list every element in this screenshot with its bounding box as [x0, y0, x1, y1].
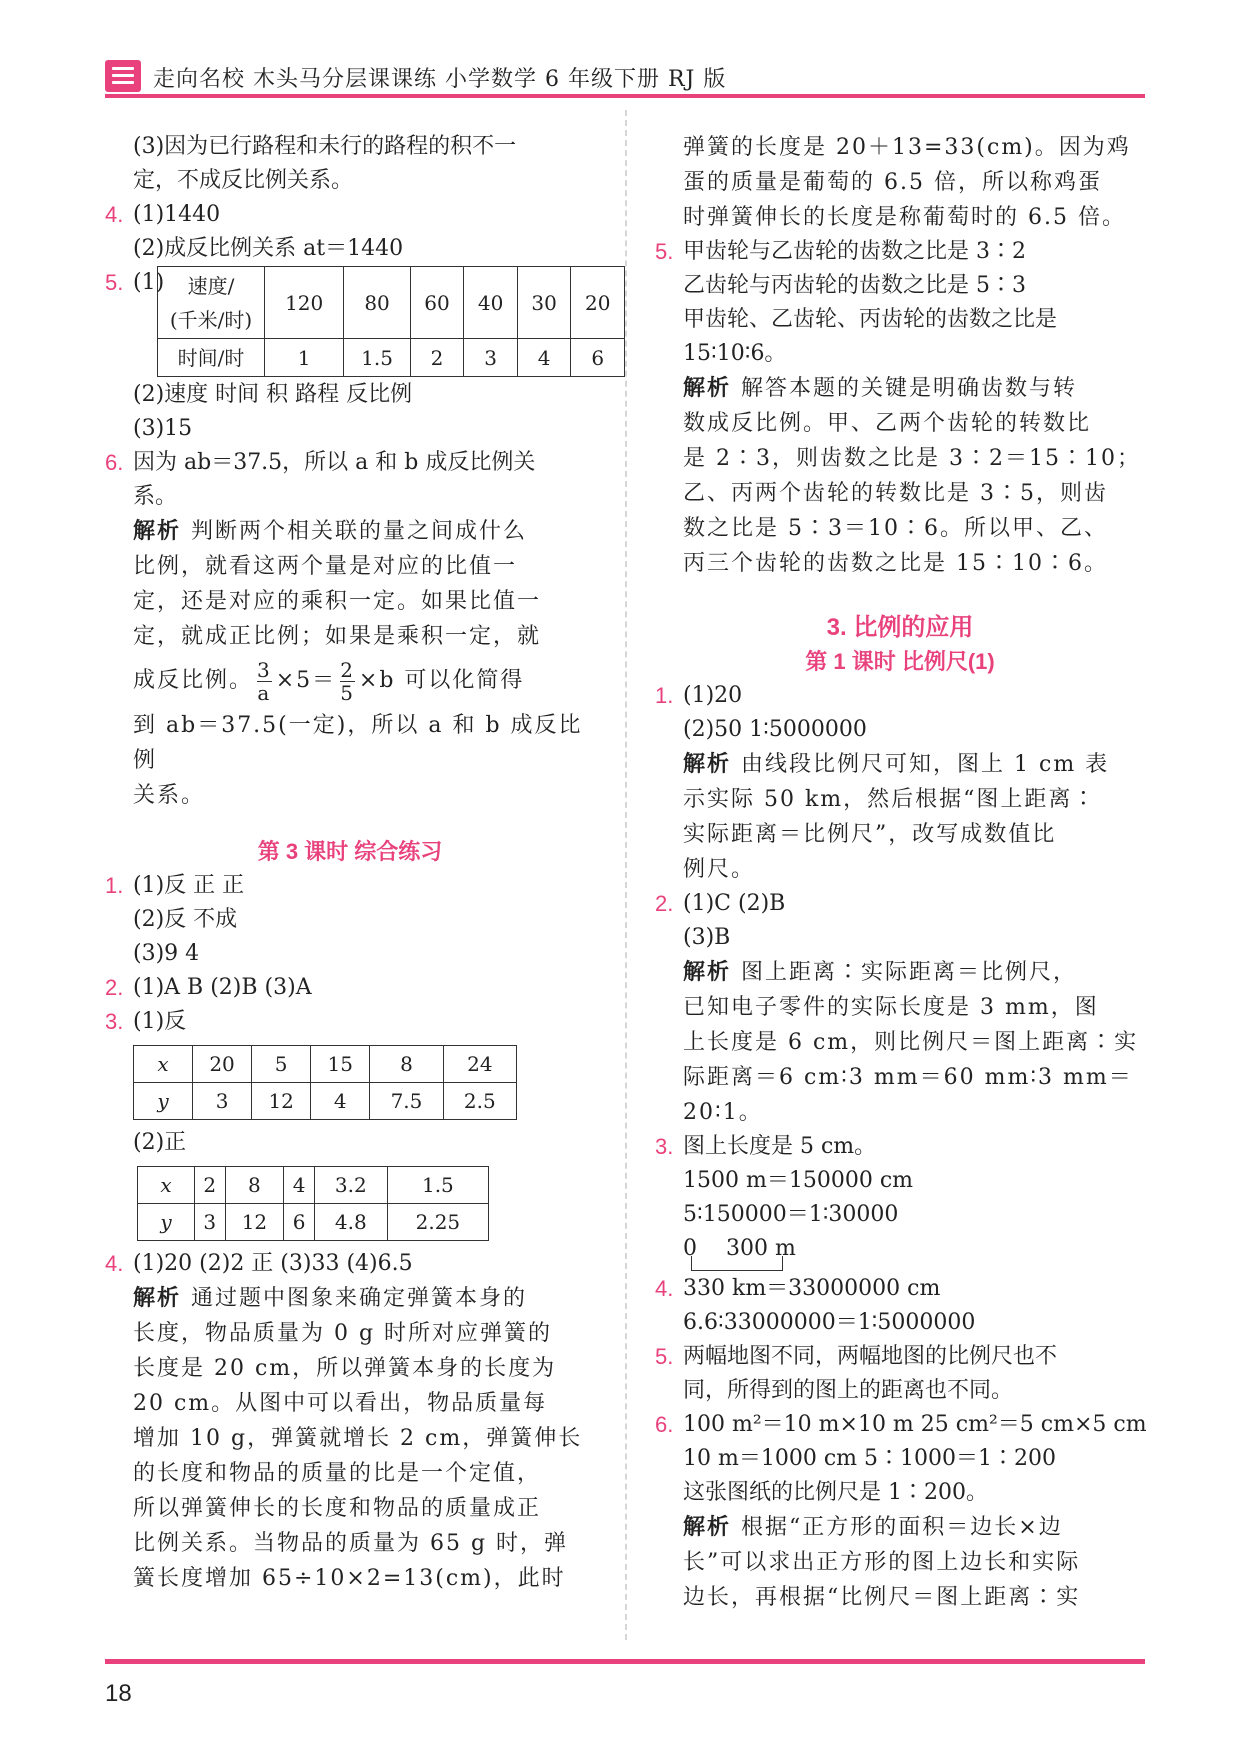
analysis-paragraph: 解析 通过题中图象来确定弹簧本身的 长度，物品质量为 0 g 时所对应弹簧的 长度是 20 cm，所以弹簧本身的长度为 20 cm。从图中可以看出，物品质量每 增加 10 g，弹簧就增长 2 cm，弹簧伸长 的长度和物品的质量的比是一个定值， 所以弹簧伸长的长度和物品的质量成正 比例关系。当物品的质量为 65 g 时，弹 簧长度增加 65÷10×2=13(cm)，此时	[133, 1285, 583, 1591]
table-cell: 24	[443, 1046, 516, 1083]
table-cell: 12	[252, 1083, 311, 1120]
scale-bar-line	[691, 1256, 783, 1271]
table-header-cell: 时间/时	[158, 339, 265, 377]
answer-text: 5∶150000＝1∶30000	[683, 1202, 899, 1227]
scale-bar-figure	[655, 1232, 1145, 1272]
table-cell: 60	[410, 267, 464, 339]
answer-text: (2)50 1∶5000000	[683, 717, 867, 742]
table-header-cell: 速度/ (千米/时)	[158, 267, 265, 339]
table-cell: 1	[265, 339, 344, 377]
question-6: 6. 100 m²＝10 m×10 m 25 cm²＝5 cm×5 cm	[655, 1408, 1145, 1442]
analysis-paragraph: 解析 解答本题的关键是明确齿数与转 数成反比例。甲、乙两个齿轮的转数比 是 2∶3，则齿数之比是 3∶2＝15∶10； 乙、丙两个齿轮的转数比是 3∶5，则齿 数之比是 5∶3＝10∶6。所以甲、乙、 丙三个齿轮的齿数之比是 15∶10∶6。	[683, 375, 1141, 576]
question-number: 1.	[105, 873, 124, 898]
table-cell: 3	[464, 339, 518, 377]
analysis-label: 解析	[133, 518, 182, 544]
question-number: 4.	[105, 202, 124, 227]
question-number: 5.	[655, 239, 674, 264]
question-number: 1.	[655, 683, 674, 708]
table-cell: 40	[464, 267, 518, 339]
question-5: 5. 两幅地图不同，两幅地图的比例尺也不	[655, 1340, 1145, 1374]
table-cell: y	[138, 1204, 195, 1241]
table-cell: 1.5	[387, 1167, 488, 1204]
fraction: $\frac{3}{a}$	[257, 657, 272, 705]
answer-text: (3)15	[133, 416, 193, 441]
question-number: 6.	[105, 450, 124, 475]
answer-text: (1)1440	[133, 202, 221, 227]
question-number: 4.	[655, 1276, 674, 1301]
answer-text: 10 m＝1000 cm 5∶1000＝1∶200	[683, 1446, 1056, 1471]
analysis-label: 解析	[133, 1285, 182, 1311]
continued-paragraph: 弹簧的长度是 20＋13=33(cm)。因为鸡 蛋的质量是葡萄的 6.5 倍，所以称鸡蛋 时弹簧伸长的长度是称葡萄时的 6.5 倍。	[683, 135, 1131, 230]
speed-time-table	[157, 266, 625, 377]
table-cell: 8	[370, 1046, 443, 1083]
book-icon	[105, 60, 141, 92]
table-cell: 20	[193, 1046, 252, 1083]
fraction: $\frac{2}{5}$	[340, 657, 355, 705]
table-cell: 3	[193, 1083, 252, 1120]
question-4: 4. (1)20 (2)2 正 (3)33 (4)6.5	[105, 1247, 595, 1281]
answer-text: (2)反 不成	[133, 907, 238, 932]
table-cell: 6	[284, 1204, 315, 1241]
question-number: 5.	[105, 270, 124, 295]
header-title: 走向名校 木头马分层课课练 小学数学 6 年级下册 RJ 版	[153, 67, 727, 92]
page-number: 18	[105, 1680, 132, 1707]
table-cell: y	[134, 1083, 193, 1120]
section-title: 3. 比例的应用	[826, 614, 974, 641]
question-4: 4. 330 km＝33000000 cm	[655, 1272, 1145, 1306]
analysis-label: 解析	[683, 751, 732, 777]
xy-table-inverse	[133, 1045, 517, 1120]
page-header	[105, 58, 1145, 98]
table-cell: 3	[195, 1204, 226, 1241]
analysis-paragraph: 解析 图上距离∶实际距离＝比例尺， 已知电子零件的实际长度是 3 mm，图 上长度是 6 cm，则比例尺＝图上距离∶实 际距离＝6 cm∶3 mm＝60 mm∶3 mm＝ 20∶1。	[683, 959, 1139, 1125]
question-1: 1. (1)20	[655, 679, 1145, 713]
answer-text: 1500 m＝150000 cm	[683, 1168, 914, 1193]
question-4	[105, 198, 595, 232]
xy-table-direct	[137, 1166, 489, 1241]
answer-text: (3)9 4	[133, 941, 200, 966]
table-cell: 2.5	[443, 1083, 516, 1120]
question-3: 3. (1)反	[105, 1005, 595, 1039]
answer-text: (2)成反比例关系 at＝1440	[133, 236, 404, 261]
question-number: 3.	[655, 1134, 674, 1159]
text-line: (3)因为已行路程和未行的路程的积不一	[133, 134, 517, 159]
question-6	[105, 446, 595, 480]
analysis-paragraph: 解析 判断两个相关联的量之间成什么 比例，就看这两个量是对应的比值一 定，还是对应的乘积一定。如果比值一 定，就成正比例；如果是乘积一定，就 成反比例。 $\frac{3}{a}$ ×5＝ $\frac{2}{5}$ ×b 可以化简得 到 ab＝37.5(一定)，所以 a 和 b 成反比例 关系。	[133, 518, 583, 808]
answer-text: 因为 ab＝37.5，所以 a 和 b 成反比例关	[133, 450, 536, 475]
question-number: 5.	[655, 1344, 674, 1369]
question-3: 3. 图上长度是 5 cm。	[655, 1130, 1145, 1164]
table-cell: 4.8	[314, 1204, 387, 1241]
table-cell: 4	[517, 339, 571, 377]
analysis-label: 解析	[683, 959, 732, 985]
question-number: 6.	[655, 1412, 674, 1437]
question-number: 2.	[105, 975, 124, 1000]
question-1: 1. (1)反 正 正	[105, 869, 595, 903]
question-number: 4.	[105, 1251, 124, 1276]
question-2: 2. (1)C (2)B	[655, 887, 1145, 921]
question-number: 2.	[655, 891, 674, 916]
answer-text: (3)B	[683, 925, 731, 950]
question-5	[105, 266, 611, 378]
table-cell: 12	[225, 1204, 284, 1241]
table-cell: 5	[252, 1046, 311, 1083]
question-2: 2. (1)A B (2)B (3)A	[105, 971, 595, 1005]
scale-bar-label: 300 m	[726, 1236, 796, 1261]
scale-bar-zero: 0	[683, 1236, 697, 1261]
answer-text: 同，所得到的图上的距离也不同。	[683, 1378, 1014, 1403]
table-cell: 4	[311, 1083, 370, 1120]
answer-text: 15∶10∶6。	[683, 341, 787, 366]
section-title: 第 3 课时 综合练习	[257, 839, 443, 864]
column-divider	[625, 110, 627, 1640]
analysis-label: 解析	[683, 1514, 732, 1540]
table-cell: x	[138, 1167, 195, 1204]
table-cell: x	[134, 1046, 193, 1083]
table-cell: 30	[517, 267, 571, 339]
analysis-paragraph: 解析 根据“正方形的面积＝边长×边 长”可以求出正方形的图上边长和实际 边长，再根据“比例尺＝图上距离∶实	[683, 1514, 1081, 1610]
footer-rule	[105, 1659, 1145, 1664]
answer-text: 乙齿轮与丙齿轮的齿数之比是 5∶3	[683, 273, 1026, 298]
table-cell: 1.5	[344, 339, 410, 377]
left-column	[105, 130, 611, 1596]
answer-text: 这张图纸的比例尺是 1∶200。	[683, 1480, 988, 1505]
table-cell: 6	[571, 339, 625, 377]
table-cell: 2	[410, 339, 464, 377]
question-number: 3.	[105, 1009, 124, 1034]
table-cell: 80	[344, 267, 410, 339]
table-cell: 20	[571, 267, 625, 339]
table-cell: 7.5	[370, 1083, 443, 1120]
table-cell: 3.2	[314, 1167, 387, 1204]
table-cell: 4	[284, 1167, 315, 1204]
answer-text: 6.6∶33000000＝1∶5000000	[683, 1310, 976, 1335]
answer-text: 甲齿轮、乙齿轮、丙齿轮的齿数之比是	[683, 307, 1058, 332]
analysis-label: 解析	[683, 375, 732, 401]
answer-text: (1)	[133, 270, 165, 295]
table-cell: 120	[265, 267, 344, 339]
answer-text: (2)正	[133, 1130, 187, 1155]
table-cell: 8	[225, 1167, 284, 1204]
answer-text: (2)速度 时间 积 路程 反比例	[133, 382, 413, 407]
table-cell: 15	[311, 1046, 370, 1083]
text-line: 定，不成反比例关系。	[133, 168, 354, 193]
table-cell: 2	[195, 1167, 226, 1204]
question-5: 5. 甲齿轮与乙齿轮的齿数之比是 3∶2	[655, 235, 1145, 269]
answer-text: 系。	[133, 484, 178, 509]
analysis-paragraph: 解析 由线段比例尺可知，图上 1 cm 表 示实际 50 km，然后根据“图上距离∶ 实际距离＝比例尺”，改写成数值比 例尺。	[683, 751, 1110, 882]
header-rule	[105, 94, 1145, 98]
lesson-title: 第 1 课时 比例尺(1)	[805, 649, 995, 674]
table-cell: 2.25	[387, 1204, 488, 1241]
right-column	[655, 130, 1145, 1615]
